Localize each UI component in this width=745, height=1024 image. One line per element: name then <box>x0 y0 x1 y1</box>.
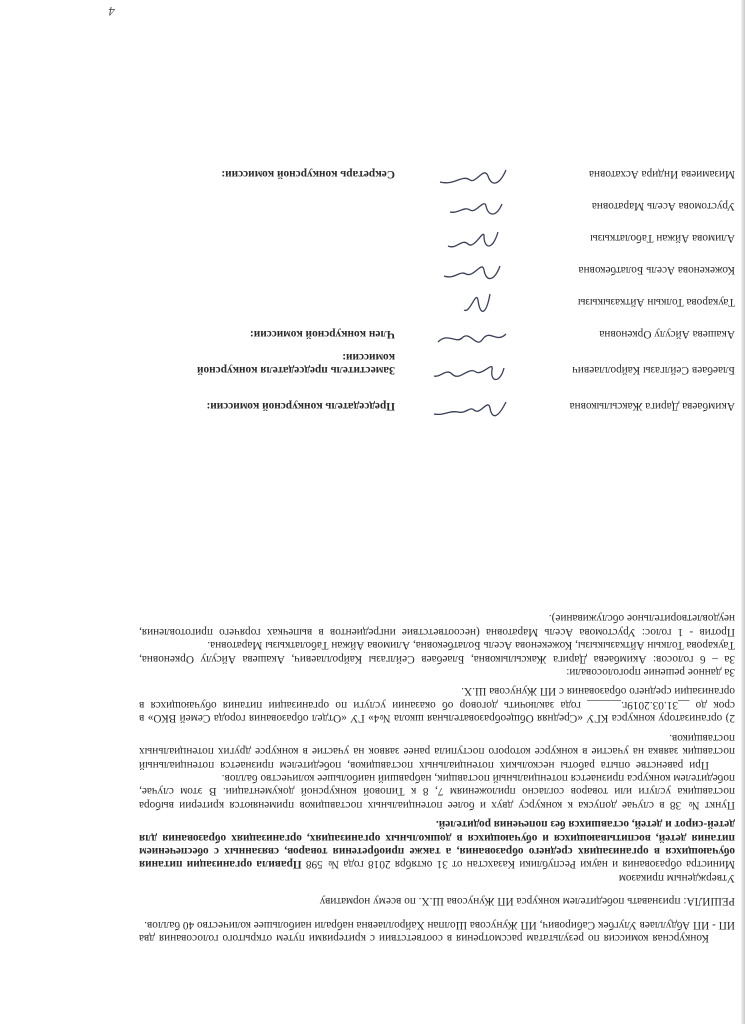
approved-lead: Утвержденым приказом <box>618 871 735 884</box>
handwritten-signature-icon <box>430 258 510 288</box>
intro-paragraph: Конкурсная комиссия по результатам рассмотрения в соответствии с критериями путем открытого голосования два ИП - ИП Абдуллаев Улугбек Сабирович, ИП Жунусова Шолпан Хайроллаевна набрали наибольшее количество 40 баллов. <box>139 918 735 944</box>
point-38-paragraph: Пункт № 38 в случае допуска к конкурсу двух и более потенциальных поставщиков применяются критерии выбора поставщика услуги или товаров согласно приложениям 7, 8 к Типовой конкурсной документации. В этом случае, победителем конкурса признается потенциальный поставщик, набравший наибольшее количество баллов. <box>139 771 735 811</box>
signature-name: Мизамиева Индира Асхатовна <box>588 168 735 180</box>
vote-against-paragraph: Против - 1 голос: Урустомова Асель Маратовна (несоответствие ингредиентов в выпечках горячего приготовления, неудовлетворительное обслуживание). <box>139 612 735 638</box>
signature-name: Алимова Айжан Таболаткызы <box>590 232 735 244</box>
signature-role: Член конкурсной комиссии: <box>249 328 395 340</box>
signature-role: Заместитель председателя конкурсной комиссии: <box>196 350 395 376</box>
rules-title: Правила организации питания обучающихся в организациях среднего образования, а также приобретения товаров, связанных с обеспечением питания детей, воспитывающихся и обучающихся в дошкольных организациях, организациях образования для детей-сирот и детей, оставшихся без попечения родителей. <box>138 818 735 871</box>
signature-name: Кожекенова Асель Болатбековна <box>578 264 735 276</box>
approved-order: Министра образования и науки Республики Казахстан от 31 октября 2018 года № 598 <box>305 858 735 871</box>
handwritten-signature-icon <box>430 394 510 424</box>
signature-role: Председатель конкурсной комиссии: <box>206 400 395 412</box>
handwritten-signature-icon <box>430 290 510 320</box>
signature-name: Блаебаев Сейлгазы Кайроллаевич <box>572 364 735 376</box>
handwritten-signature-icon <box>430 322 510 352</box>
signature-name: Таукарова Толкын Айтказыкызы <box>577 296 735 308</box>
organizer-paragraph: 2) организатору конкурса КГУ «Средняя Общеобразовательная школа №4» ГУ «Отдел образования города Семей ВКО» в срок до __31.03.2019г.______ года заключить договор об оказании услуги по организации питания обучающихся в организации среднего образования с ИП Жунусова Ш.Х. <box>139 685 735 725</box>
signature-row <box>139 348 735 376</box>
page-number: 4 <box>108 4 115 19</box>
vote-intro: За данное решение проголосовали: <box>566 666 735 679</box>
vote-for-paragraph: За – 6 голосов: Акимбаева Дарига Жаксылыковна, Блаебаев Сейлгазы Кайроллаевич, Акашева Айсулу Оркеновна, Таукарова Толкын Айтказыкызы, Кожекенова Асель Болатбековна, Алимова Айжан Таболаткызы Маратовна. <box>139 639 735 665</box>
handwritten-signature-icon <box>430 358 510 388</box>
approved-text <box>139 817 735 871</box>
signature-row <box>139 152 735 180</box>
signature-name: Акашева Айсулу Оркеновна <box>599 328 735 340</box>
document-body <box>139 611 735 944</box>
handwritten-signature-icon <box>430 226 510 256</box>
signature-row <box>139 384 735 412</box>
signature-role: Секретарь конкурсной комиссии: <box>221 168 395 180</box>
signature-name: Акимбаева Дарига Жаксылыковна <box>569 400 735 412</box>
handwritten-signature-icon <box>430 194 510 224</box>
equal-experience-paragraph: При равенстве опыта работы нескольких потенциальных поставщиков, победителем признается потенциальный поставщик заявка на участие в конкурсе которого поступила ранее заявок на участие в конкурсе других потенциальных поставщиков. <box>139 731 735 771</box>
signature-name: Урустомова Асель Маратовна <box>591 200 735 212</box>
handwritten-signature-icon <box>430 162 510 192</box>
decision-paragraph: РЕШИЛА: признавать победителем конкурса ИП Жунусова Ш.Х. по всему нормативу <box>319 895 735 908</box>
